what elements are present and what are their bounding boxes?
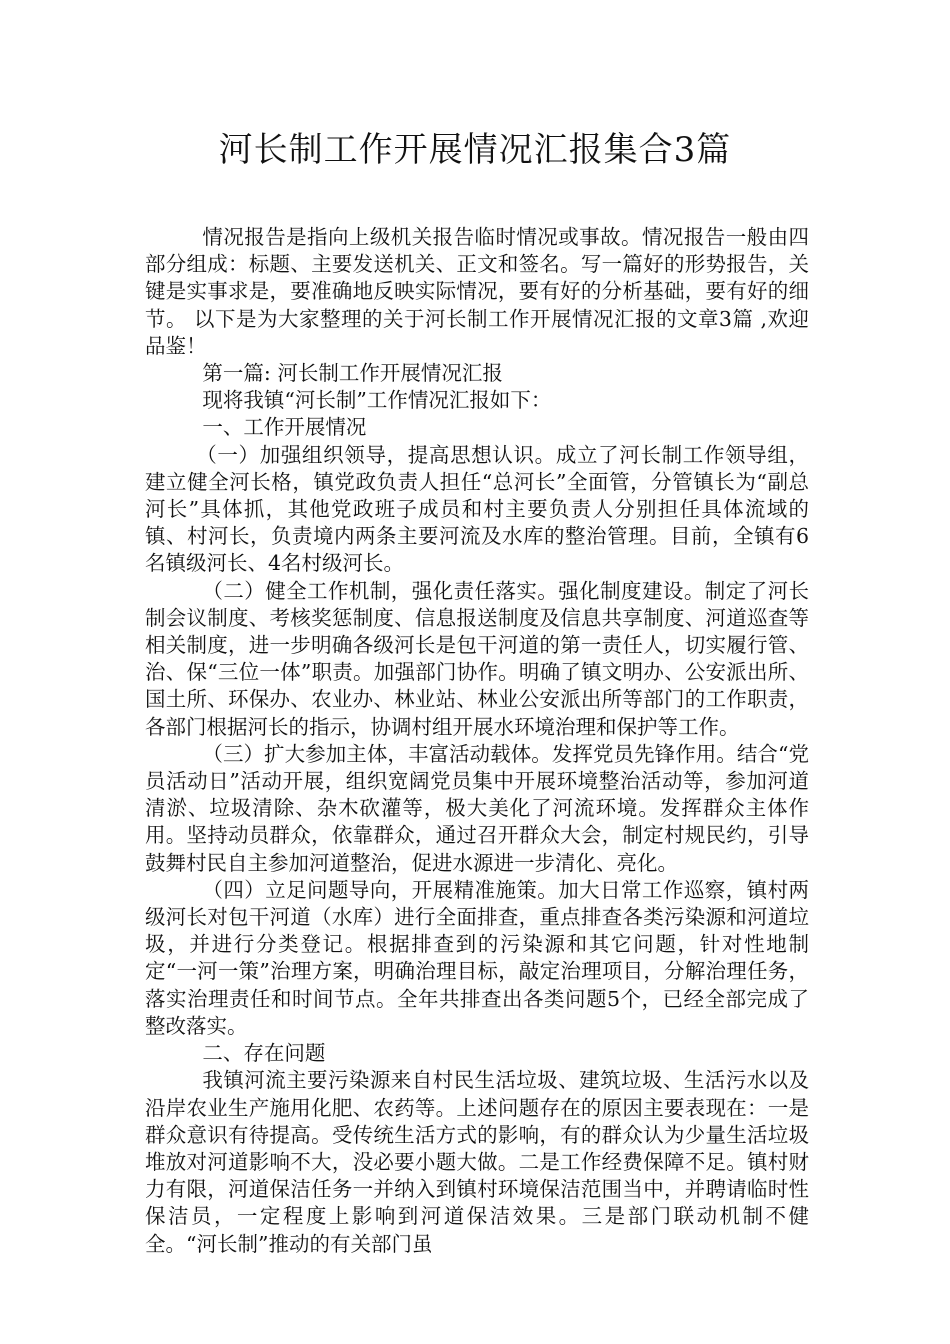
- document-title: 河长制工作开展情况汇报集合3篇: [218, 130, 732, 170]
- lead-sentence: 现将我镇“河长制”工作情况汇报如下：: [202, 388, 552, 413]
- body-paragraph: （四）立足问题导向，开展精准施策。加大日常工作巡察，镇村两级河长对包干河道（水库）进行全面排查，重点排查各类污染源和河道垃圾，并进行分类登记。根据排查到的污染源和其它问题，针对性地制定“一河一策”治理方案，明确治理目标，敲定治理项目，分解治理任务，落实治理责任和时间节点。全年共排查出各类问题5个，已经全部完成了整改落实。: [145, 877, 809, 1038]
- body-paragraph: （一）加强组织领导，提高思想认识。成立了河长制工作领导组，建立健全河长格，镇党政负责人担任“总河长”全面管，分管镇长为“副总河长”具体抓，其他党政班子成员和村主要负责人分别担任具体流域的镇、村河长，负责境内两条主要河流及水库的整治管理。目前，全镇有6名镇级河长、4名村级河长。: [145, 442, 809, 576]
- section-heading-2: 二、存在问题: [202, 1041, 326, 1066]
- body-paragraph: （三）扩大参加主体，丰富活动载体。发挥党员先锋作用。结合“党员活动日”活动开展，组织宽阔党员集中开展环境整治活动等，参加河道清淤、垃圾清除、杂木砍灌等，极大美化了河流环境。发挥群众主体作用。坚持动员群众，依靠群众，通过召开群众大会，制定村规民约，引导鼓舞村民自主参加河道整治，促进水源进一步清化、亮化。: [145, 741, 809, 875]
- body-paragraph: 我镇河流主要污染源来自村民生活垃圾、建筑垃圾、生活污水以及沿岸农业生产施用化肥、农药等。上述问题存在的原因主要表现在：一是群众意识有待提高。受传统生活方式的影响，有的群众认为少量生活垃圾堆放对河道影响不大，没必要小题大做。二是工作经费保障不足。镇村财力有限，河道保洁任务一并纳入到镇村环境保洁范围当中，并聘请临时性保洁员，一定程度上影响到河道保洁效果。三是部门联动机制不健全。“河长制”推动的有关部门虽: [145, 1068, 809, 1256]
- intro-paragraph: 情况报告是指向上级机关报告临时情况或事故。情况报告一般由四部分组成：标题、主要发送机关、正文和签名。写一篇好的形势报告，关键是实事求是，要准确地反映实际情况，要有好的分析基础，要有好的细节。 以下是为大家整理的关于河长制工作开展情况汇报的文章3篇 ,欢迎品鉴！: [145, 225, 809, 358]
- document-body: [145, 224, 809, 1258]
- article-heading: 第一篇: 河长制工作开展情况汇报: [202, 361, 503, 386]
- section-heading-1: 一、工作开展情况: [202, 415, 367, 440]
- body-paragraph: （二）健全工作机制，强化责任落实。强化制度建设。制定了河长制会议制度、考核奖惩制度、信息报送制度及信息共享制度、河道巡查等相关制度，进一步明确各级河长是包干河道的第一责任人，切实履行管、治、保“三位一体”职责。加强部门协作。明确了镇文明办、公安派出所、国土所、环保办、农业办、林业站、林业公安派出所等部门的工作职责，各部门根据河长的指示，协调村组开展水环境治理和保护等工作。: [145, 578, 809, 739]
